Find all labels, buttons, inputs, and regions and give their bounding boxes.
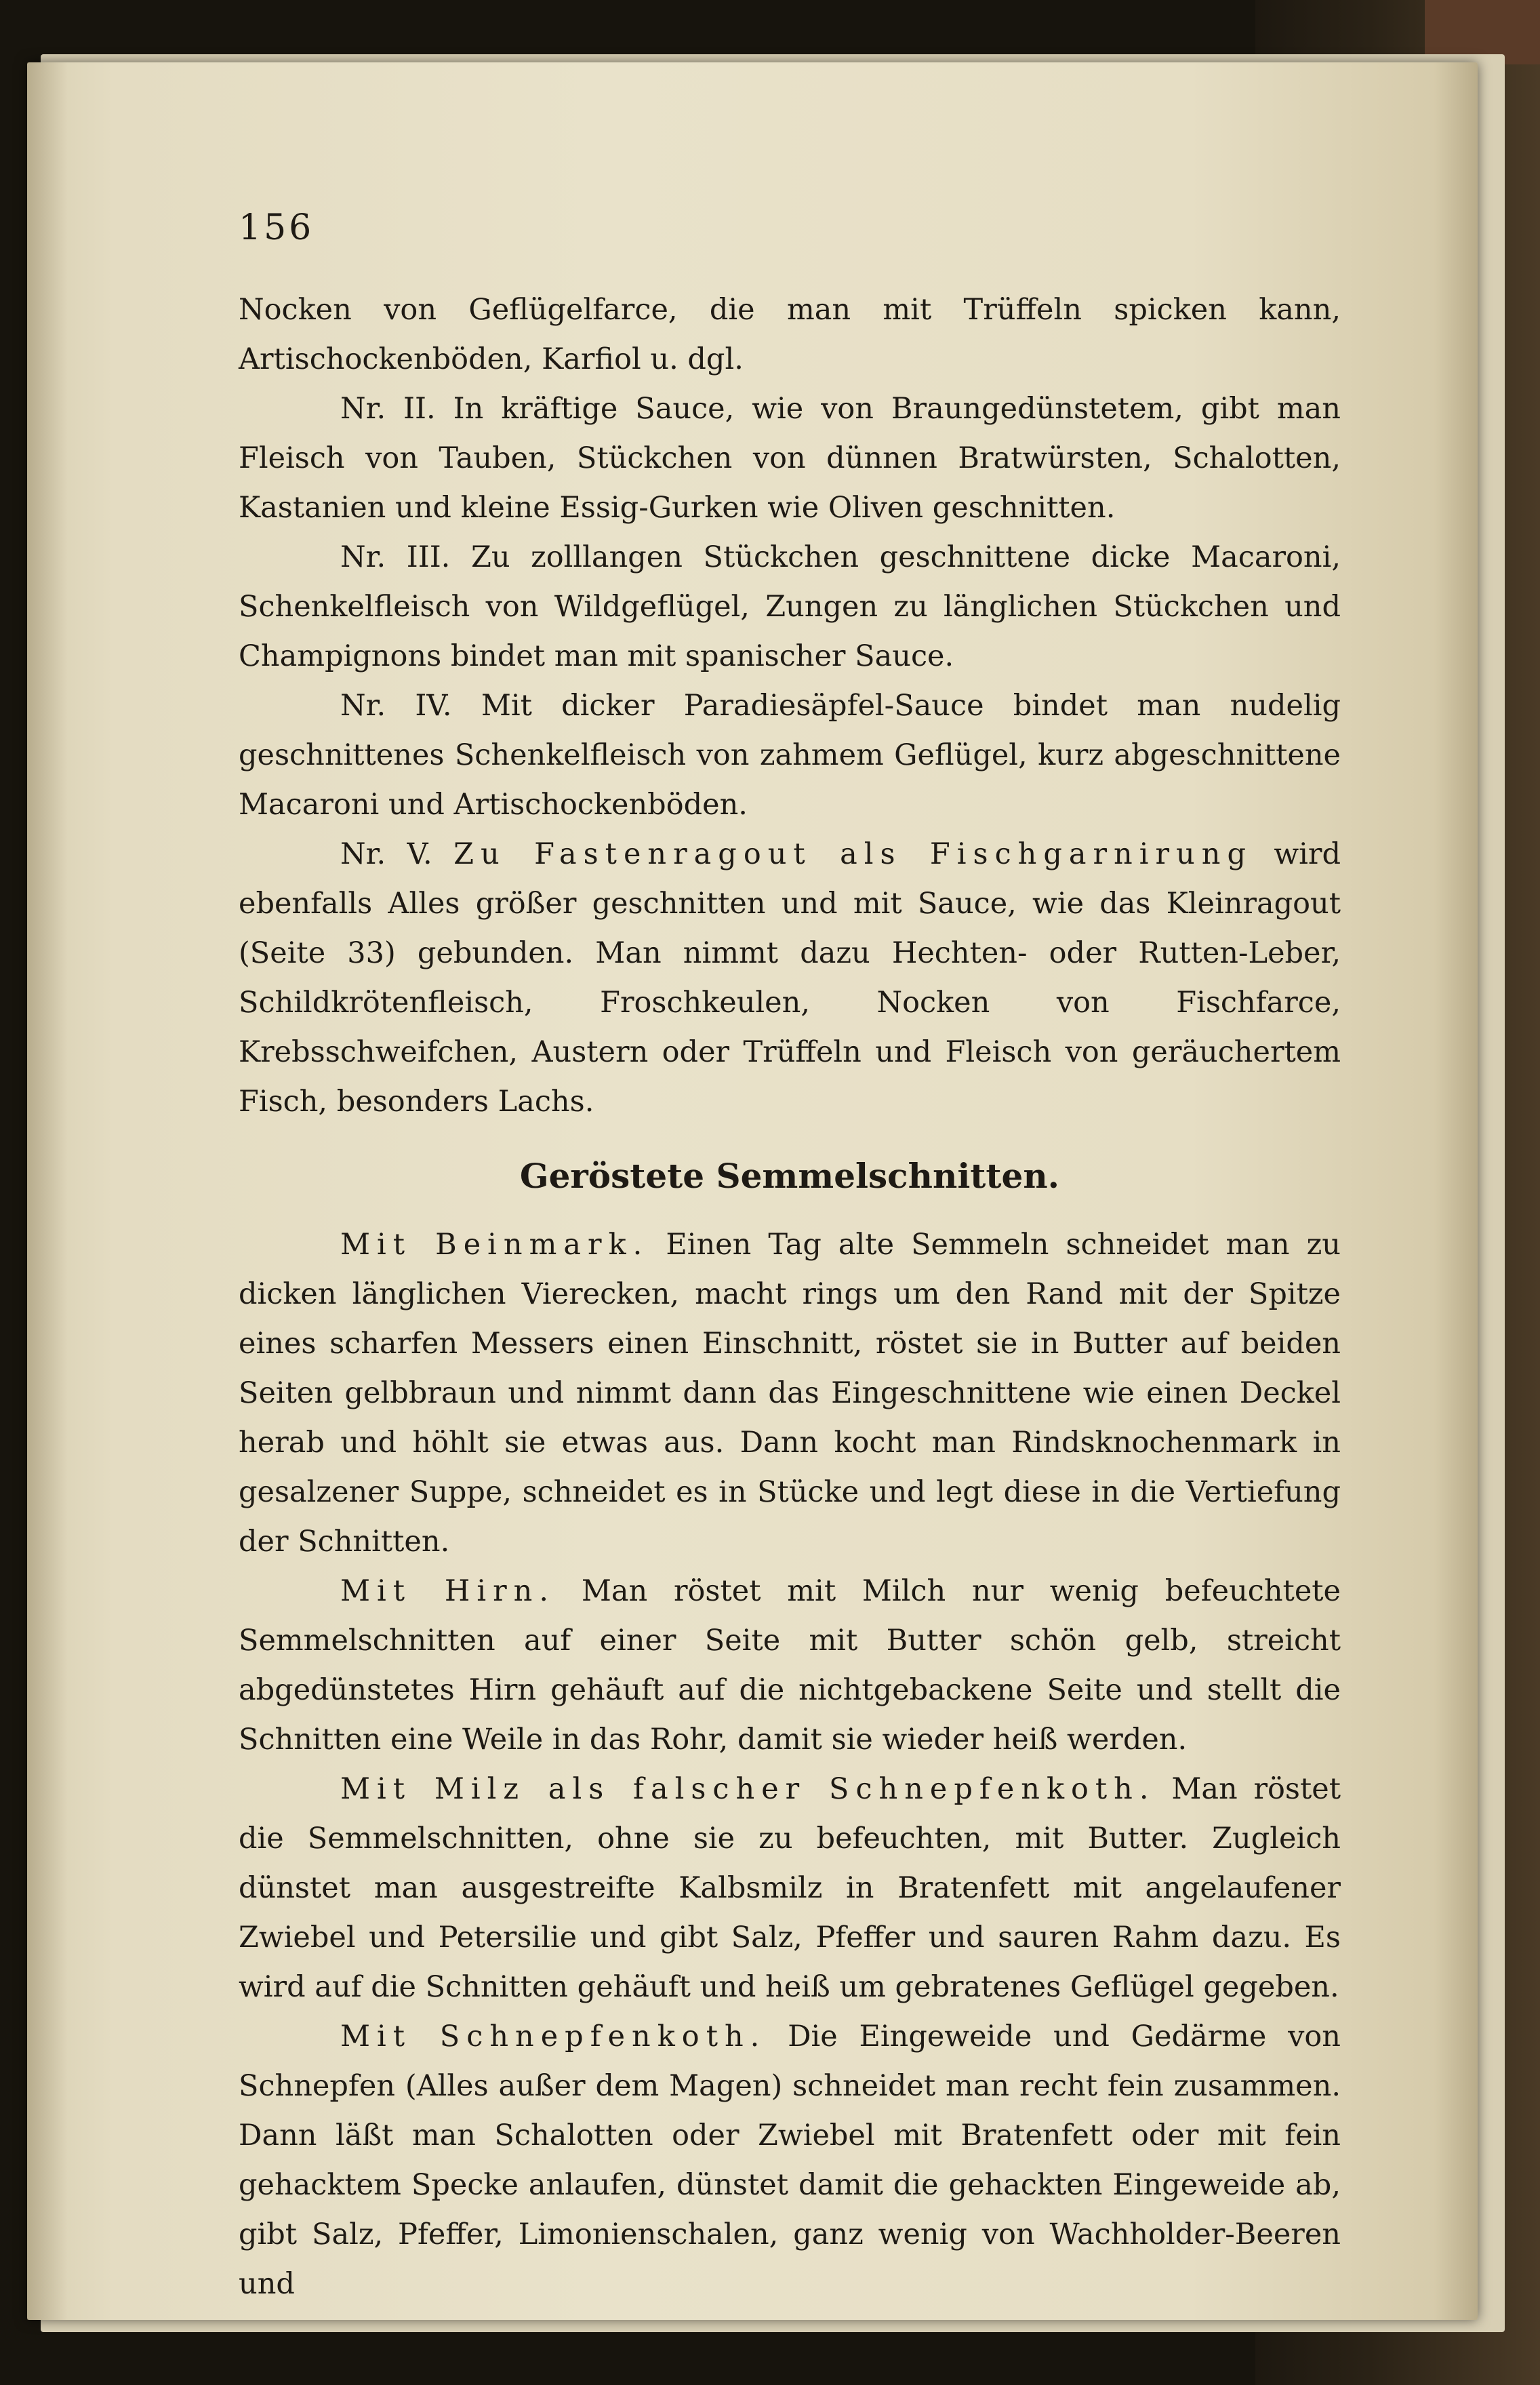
page-number: 156	[239, 207, 315, 248]
recipe-hirn	[239, 1567, 1341, 1765]
recipe-schnepfenkoth	[239, 2012, 1341, 2309]
paragraph-text: In kräftige Sauce, wie von Braungedünstetem, gibt man Fleisch von Tauben, Stückchen von dünnen Bratwürsten, Schalotten, Kastanien und kleine Essig-Gurken wie Oliven geschnitten.	[239, 392, 1341, 525]
paragraph-spaced-title: Zu Fastenragout als Fischgarnirung	[453, 837, 1253, 871]
recipe-text: Die Eingeweide und Gedärme von Schnepfen (Alles außer dem Magen) schneidet man recht fein zusammen. Dann läßt man Schalotten oder Zwiebel mit Bratenfett oder mit fein gehacktem Specke anlaufen, dünstet damit die gehackten Eingeweide ab, gibt Salz, Pfeffer, Limonienschalen, ganz wenig von Wachholder-Beeren und	[239, 2020, 1341, 2301]
paragraph-label: Nr. IV.	[340, 689, 452, 723]
section-heading: Geröstete Semmelschnitten.	[519, 1156, 1060, 1196]
paragraph-label: Nr. V.	[340, 837, 432, 871]
recipe-title: Mit Milz als falscher Schnepfenkoth.	[340, 1772, 1156, 1806]
paragraph-label: Nr. II.	[340, 392, 436, 426]
recipe-text: Man röstet die Semmelschnitten, ohne sie zu befeuchten, mit Butter. Zugleich dünstet man ausgestreifte Kalbsmilz in Bratenfett mit angelaufener Zwiebel und Petersilie und gibt Salz, Pfeffer und sauren Rahm dazu. Es wird auf die Schnitten gehäuft und heiß um gebratenes Geflügel gegeben.	[239, 1772, 1341, 2004]
page-text	[239, 203, 1341, 2309]
paragraph-continuation	[239, 285, 1341, 384]
paragraph-nr-2	[239, 384, 1341, 533]
paragraph-text: wird ebenfalls Alles größer geschnitten und mit Sauce, wie das Kleinragout (Seite 33) gebunden. Man nimmt dazu Hechten- oder Rutten-Leber, Schildkrötenfleisch, Froschkeulen, Nocken von Fischfarce, Krebsschweifchen, Austern oder Trüffeln und Fleisch von geräuchertem Fisch, besonders Lachs.	[239, 837, 1341, 1119]
paragraph-text: Zu zolllangen Stückchen geschnittene dicke Macaroni, Schenkelfleisch von Wildgeflügel, Zungen zu länglichen Stückchen und Champignons bindet man mit spanischer Sauce.	[239, 540, 1341, 673]
recipe-title: Mit Hirn.	[340, 1574, 556, 1608]
paragraph-nr-3	[239, 533, 1341, 681]
paragraph-label: Nr. III.	[340, 540, 451, 574]
recipe-text: Man röstet mit Milch nur wenig befeuchtete Semmelschnitten auf einer Seite mit Butter schön gelb, streicht abgedünstetes Hirn gehäuft auf die nichtgebackene Seite und stellt die Schnitten eine Weile in das Rohr, damit sie wieder heiß werden.	[239, 1574, 1341, 1757]
recipe-title: Mit Beinmark.	[340, 1228, 649, 1262]
recipe-title: Mit Schnepfenkoth.	[340, 2020, 767, 2053]
paragraph-text: Nocken von Geflügelfarce, die man mit Trüffeln spicken kann, Artischockenböden, Karfiol u. dgl.	[239, 293, 1341, 376]
spine-shadow	[27, 62, 68, 2320]
recipe-milz	[239, 1765, 1341, 2012]
paragraph-text: Mit dicker Paradiesäpfel-Sauce bindet man nudelig geschnittenes Schenkelfleisch von zahmem Geflügel, kurz abgeschnittene Macaroni und Artischockenböden.	[239, 689, 1341, 822]
recipe-text: Einen Tag alte Semmeln schneidet man zu dicken länglichen Vierecken, macht rings um den Rand mit der Spitze eines scharfen Messers einen Einschnitt, röstet sie in Butter auf beiden Seiten gelbbraun und nimmt dann das Eingeschnittene wie einen Deckel herab und höhlt sie etwas aus. Dann kocht man Rindsknochenmark in gesalzener Suppe, schneidet es in Stücke und legt diese in die Vertiefung der Schnitten.	[239, 1228, 1341, 1559]
paragraph-nr-5	[239, 830, 1341, 1127]
recipe-beinmark	[239, 1220, 1341, 1567]
paragraph-nr-4	[239, 681, 1341, 830]
